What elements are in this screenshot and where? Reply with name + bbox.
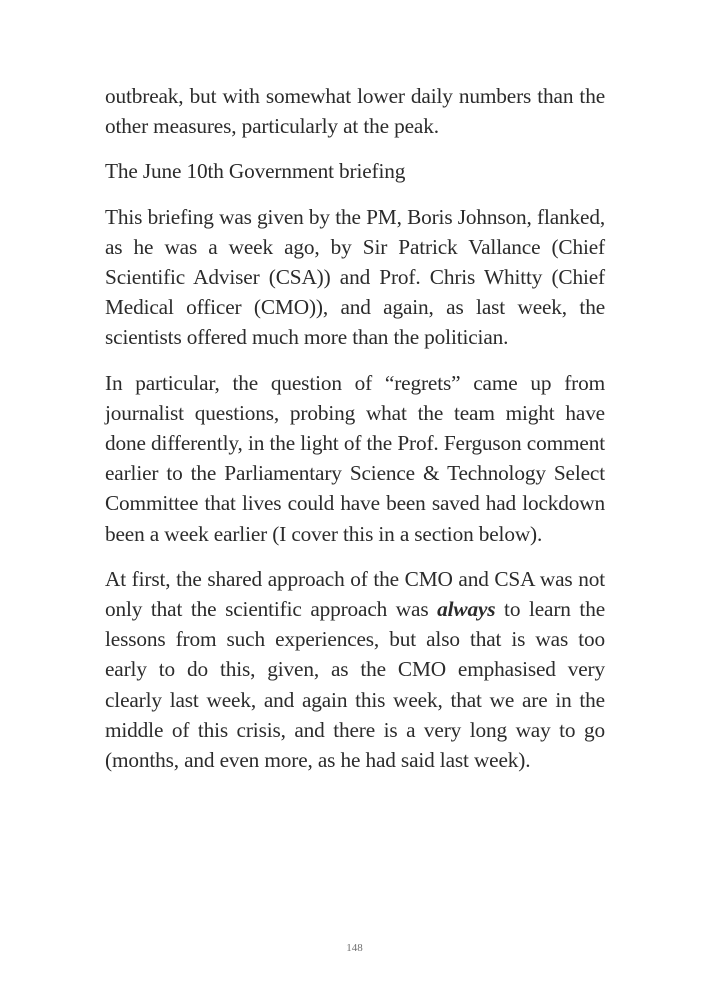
- paragraph-approach-part2: to learn the lessons from such experiences, but also that is was too early to do this, given, as the CMO emphasised very clearly last week, and again this week, that we are in the middle of this crisis, and there is a very long way to go (months, and even more, as he had said last week).: [105, 597, 606, 773]
- paragraph-briefing: This briefing was given by the PM, Boris Johnson, flanked, as he was a week ago, by Sir Patrick Vallance (Chief Scientific Adviser (CSA)) and Prof. Chris Whitty (Chief Medical officer (CMO)), and again, as last week, the scientists offered much more than the politician.: [105, 204, 605, 350]
- paragraph-regrets: In particular, the question of “regrets” came up from journalist questions, probing what the team might have done differently, in the light of the Prof. Ferguson comment earlier to the Parliamentary Science & Technology Select Committee that lives could have been saved had lockdown been a week earlier (I cover this in a section below).: [105, 370, 605, 546]
- paragraph-continuation: outbreak, but with somewhat lower daily numbers than the other measures, particularly at the peak.: [105, 84, 605, 139]
- section-heading: The June 10th Government briefing: [105, 159, 406, 184]
- emphasis-always: always: [437, 597, 496, 622]
- page-number: 148: [346, 942, 363, 954]
- page-content: [105, 81, 605, 790]
- paragraph-approach: [105, 564, 605, 775]
- paragraph-approach-part1: At first, the shared approach of the CMO and CSA was not only that the scientific approach was: [105, 566, 605, 622]
